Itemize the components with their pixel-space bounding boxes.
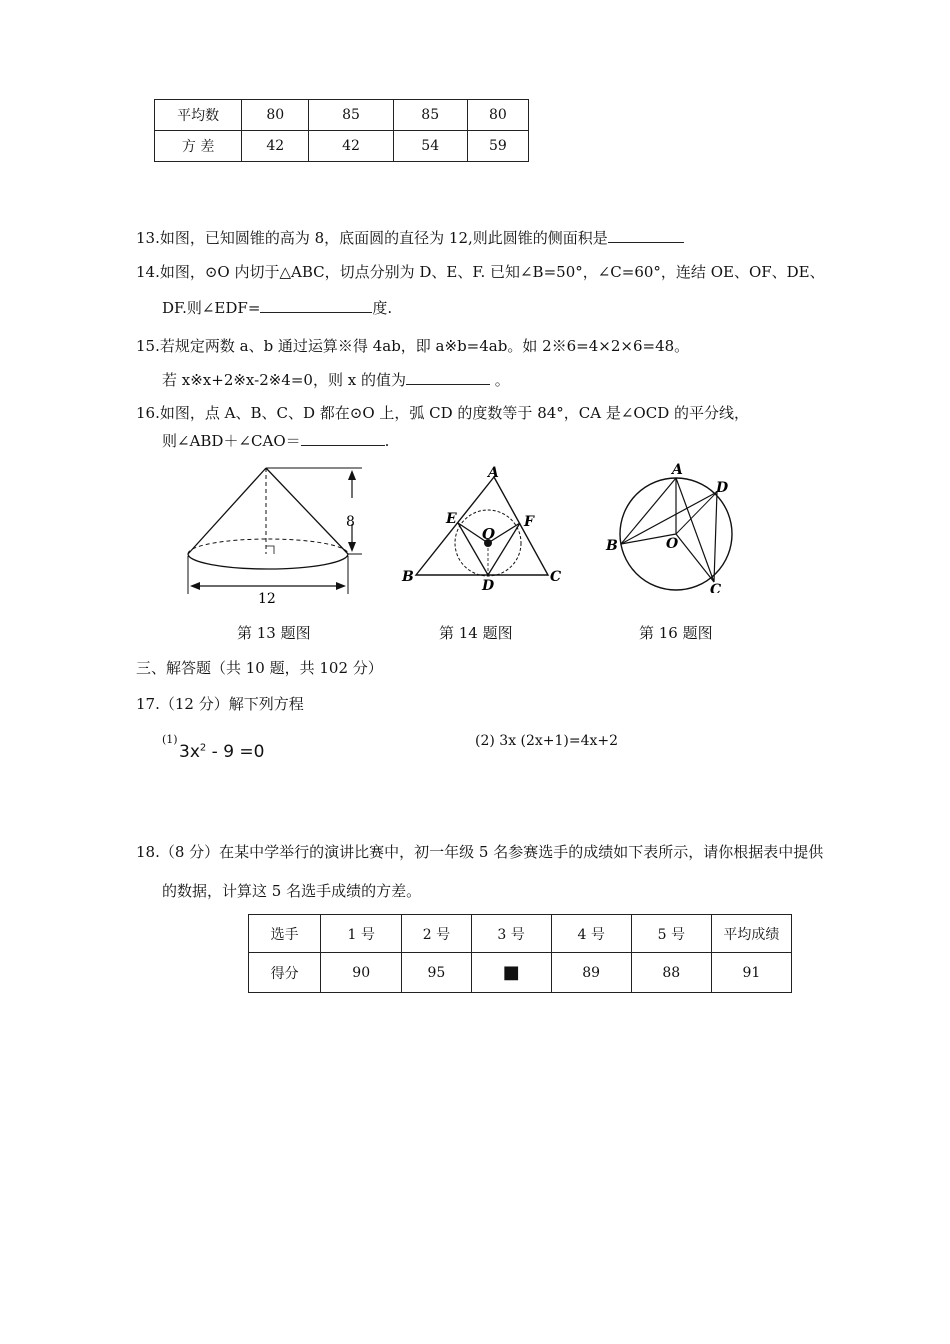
- table-header-cell: 2 号: [402, 915, 471, 953]
- table-header-cell: 3 号: [471, 915, 551, 953]
- table-cell: 平均数: [155, 100, 242, 131]
- q17-part1-number: (1): [162, 733, 178, 746]
- q17-part1-equation: [179, 742, 265, 762]
- question-17-title: 17.（12 分）解下列方程: [136, 695, 304, 713]
- question-13: [136, 228, 684, 248]
- label-c: C: [550, 569, 562, 585]
- label-d: D: [716, 480, 729, 496]
- question-text: 度.: [372, 299, 393, 317]
- question-text: DF.则∠EDF=: [162, 299, 261, 317]
- question-text: 13.如图，已知圆锥的高为 8，底面圆的直径为 12,则此圆锥的侧面积是: [136, 229, 608, 247]
- table-cell: 42: [309, 131, 393, 162]
- cone-figure: [180, 460, 370, 610]
- label-f: F: [524, 514, 534, 530]
- table-cell: 80: [467, 100, 528, 131]
- table-cell: 得分: [249, 953, 321, 993]
- question-15-line-1: 15.若规定两数 a、b 通过运算※得 4ab，即 a※b=4ab。如 2※6=4×2×6=48。: [136, 337, 690, 355]
- table-header-cell: 选手: [249, 915, 321, 953]
- table-cell: 85: [393, 100, 467, 131]
- table-cell: 54: [393, 131, 467, 162]
- figure-13-caption: 第 13 题图: [237, 624, 311, 642]
- label-e: E: [446, 511, 457, 527]
- label-o: O: [666, 536, 679, 552]
- table-cell: 95: [402, 953, 471, 993]
- question-text: 若 x※x+2※x-2※4=0，则 x 的值为: [162, 371, 406, 389]
- question-14-line-2: [162, 298, 392, 318]
- score-table: [248, 914, 792, 993]
- equation-text: - 9 =0: [206, 742, 265, 762]
- answer-blank: [406, 370, 490, 385]
- table-cell: 方 差: [155, 131, 242, 162]
- figure-16-caption: 第 16 题图: [639, 624, 713, 642]
- table-cell: 59: [467, 131, 528, 162]
- question-16-line-2: [162, 431, 389, 451]
- answer-blank: [608, 228, 684, 243]
- label-d: D: [482, 578, 495, 593]
- table-cell: 42: [242, 131, 309, 162]
- question-14-line-1: 14.如图，⊙O 内切于△ABC，切点分别为 D、E、F. 已知∠B=50°，∠C=60°，连结 OE、OF、DE、: [136, 263, 825, 281]
- question-text: 。: [494, 371, 510, 389]
- circle-figure: [600, 458, 750, 593]
- figure-14-caption: 第 14 题图: [439, 624, 513, 642]
- table-cell: 80: [242, 100, 309, 131]
- label-a: A: [488, 465, 499, 481]
- table-header-cell: 1 号: [321, 915, 402, 953]
- table-header-cell: 平均成绩: [711, 915, 791, 953]
- table-cell: 85: [309, 100, 393, 131]
- equation-text: 3x: [179, 742, 200, 762]
- question-15-line-2: [162, 370, 510, 390]
- question-text: .: [384, 432, 390, 450]
- table-header-cell: 5 号: [631, 915, 711, 953]
- table-cell: ■: [471, 953, 551, 993]
- answer-blank: [260, 298, 372, 313]
- label-c: C: [710, 582, 722, 593]
- diameter-label: 12: [258, 591, 276, 607]
- stats-table: [154, 99, 529, 162]
- label-b: B: [402, 569, 414, 585]
- section-heading: 三、解答题（共 10 题，共 102 分）: [136, 659, 383, 677]
- question-18-line-1: 18.（8 分）在某中学举行的演讲比赛中，初一年级 5 名参赛选手的成绩如下表所示，请你根据表中提供: [136, 843, 824, 861]
- table-cell: 90: [321, 953, 402, 993]
- question-16-line-1: 16.如图，点 A、B、C、D 都在⊙O 上，弧 CD 的度数等于 84°，CA 是∠OCD 的平分线，: [136, 404, 749, 422]
- question-18-line-2: 的数据，计算这 5 名选手成绩的方差。: [162, 882, 422, 900]
- incircle-figure: [400, 463, 570, 593]
- label-b: B: [606, 538, 618, 554]
- table-cell: 88: [631, 953, 711, 993]
- label-a: A: [672, 462, 683, 478]
- question-text: 则∠ABD＋∠CAO＝: [162, 432, 301, 450]
- table-header-cell: 4 号: [551, 915, 631, 953]
- q17-part2-equation: (2) 3x (2x+1)=4x+2: [475, 733, 619, 749]
- label-o: O: [482, 525, 496, 543]
- table-cell: 89: [551, 953, 631, 993]
- answer-blank: [301, 431, 385, 446]
- table-cell: 91: [711, 953, 791, 993]
- height-label: 8: [346, 514, 355, 530]
- equation-exponent: 2: [199, 742, 207, 754]
